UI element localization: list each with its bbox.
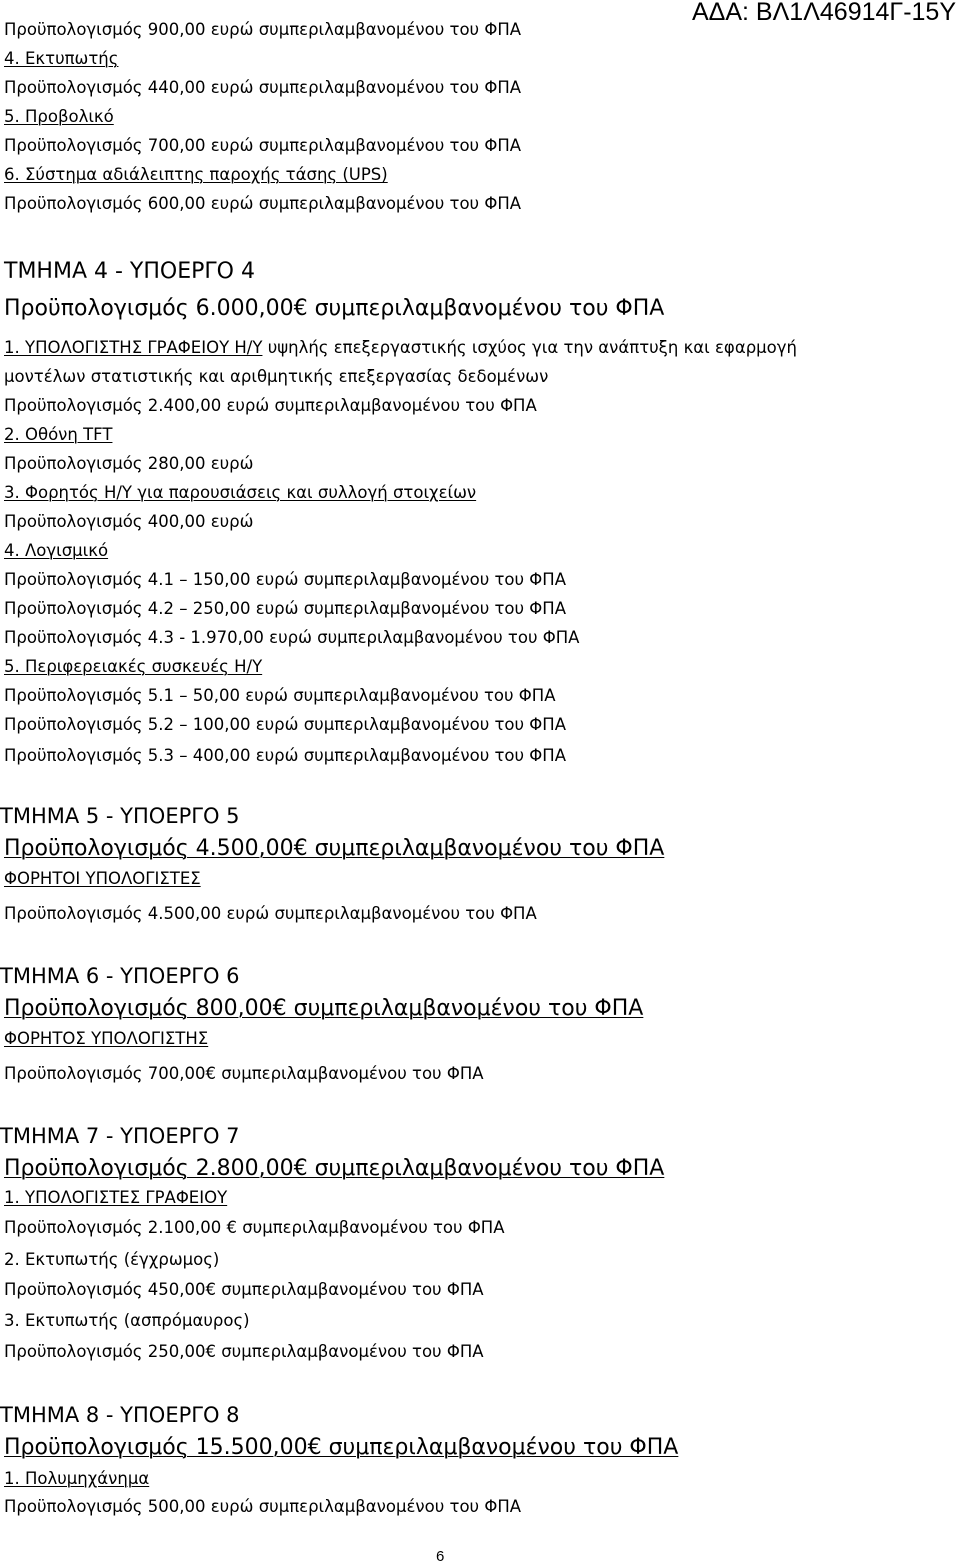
budget-line: Προϋπολογισμός 5.3 – 400,00 ευρώ συμπεριλαμβανομένου του ΦΠΑ xyxy=(4,746,566,765)
section-heading: ΤΜΗΜΑ 5 - ΥΠΟΕΡΓΟ 5 xyxy=(0,804,240,828)
item-title: 6. Σύστημα αδιάλειπτης παροχής τάσης (UPS) xyxy=(4,165,388,184)
item-title: 1. Πολυμηχάνημα xyxy=(4,1469,150,1488)
section-heading: ΤΜΗΜΑ 8 - ΥΠΟΕΡΓΟ 8 xyxy=(0,1403,240,1427)
item-title-rest: υψηλής επεξεργαστικής ισχύος για την ανάπτυξη και εφαρμογή xyxy=(262,338,797,357)
item-title: 2. Οθόνη TFT xyxy=(4,425,113,444)
item-title: 5. Προβολικό xyxy=(4,107,114,126)
budget-line: Προϋπολογισμός 2.400,00 ευρώ συμπεριλαμβανομένου του ΦΠΑ xyxy=(4,396,537,415)
budget-line: Προϋπολογισμός 600,00 ευρώ συμπεριλαμβανομένου του ΦΠΑ xyxy=(4,194,522,213)
item-title: 4. Λογισμικό xyxy=(4,541,109,560)
section-heading: ΤΜΗΜΑ 6 - ΥΠΟΕΡΓΟ 6 xyxy=(0,964,240,988)
budget-line: Προϋπολογισμός 4.1 – 150,00 ευρώ συμπεριλαμβανομένου του ΦΠΑ xyxy=(4,570,566,589)
item-title-cont: μοντέλων στατιστικής και αριθμητικής επεξεργασίας δεδομένων xyxy=(4,367,549,386)
budget-line: Προϋπολογισμός 4.500,00 ευρώ συμπεριλαμβανομένου του ΦΠΑ xyxy=(4,904,537,923)
item-title xyxy=(4,338,797,357)
budget-line: Προϋπολογισμός 2.100,00 € συμπεριλαμβανομένου του ΦΠΑ xyxy=(4,1218,505,1237)
budget-line: Προϋπολογισμός 5.2 – 100,00 ευρώ συμπεριλαμβανομένου του ΦΠΑ xyxy=(4,715,566,734)
item-title: 5. Περιφερειακές συσκευές Η/Υ xyxy=(4,657,263,676)
section-budget: Προϋπολογισμός 4.500,00€ συμπεριλαμβανομένου του ΦΠΑ xyxy=(4,836,665,861)
budget-line: Προϋπολογισμός 450,00€ συμπεριλαμβανομένου του ΦΠΑ xyxy=(4,1280,484,1299)
budget-line: Προϋπολογισμός 250,00€ συμπεριλαμβανομένου του ΦΠΑ xyxy=(4,1342,484,1361)
section-budget: Προϋπολογισμός 800,00€ συμπεριλαμβανομένου του ΦΠΑ xyxy=(4,996,644,1021)
item-title: ΦΟΡΗΤΟΙ ΥΠΟΛΟΓΙΣΤΕΣ xyxy=(4,869,201,888)
section-budget: Προϋπολογισμός 6.000,00€ συμπεριλαμβανομένου του ΦΠΑ xyxy=(4,296,665,321)
section-budget: Προϋπολογισμός 15.500,00€ συμπεριλαμβανομένου του ΦΠΑ xyxy=(4,1435,679,1460)
budget-line: Προϋπολογισμός 280,00 ευρώ xyxy=(4,454,254,473)
budget-line: Προϋπολογισμός 500,00 ευρώ συμπεριλαμβανομένου του ΦΠΑ xyxy=(4,1497,522,1516)
budget-line: Προϋπολογισμός 900,00 ευρώ συμπεριλαμβανομένου του ΦΠΑ xyxy=(4,20,522,39)
budget-line: Προϋπολογισμός 400,00 ευρώ xyxy=(4,512,254,531)
budget-line: Προϋπολογισμός 4.3 - 1.970,00 ευρώ συμπεριλαμβανομένου του ΦΠΑ xyxy=(4,628,580,647)
budget-line: Προϋπολογισμός 440,00 ευρώ συμπεριλαμβανομένου του ΦΠΑ xyxy=(4,78,522,97)
section-heading: ΤΜΗΜΑ 7 - ΥΠΟΕΡΓΟ 7 xyxy=(0,1124,240,1148)
item-title-underlined: 1. ΥΠΟΛΟΓΙΣΤΗΣ ΓΡΑΦΕΙΟΥ Η/Υ xyxy=(4,338,263,357)
budget-line: Προϋπολογισμός 700,00€ συμπεριλαμβανομένου του ΦΠΑ xyxy=(4,1064,484,1083)
item-title: ΦΟΡΗΤΟΣ ΥΠΟΛΟΓΙΣΤΗΣ xyxy=(4,1029,209,1048)
item-title: 2. Εκτυπωτής (έγχρωμος) xyxy=(4,1250,220,1269)
budget-line: Προϋπολογισμός 5.1 – 50,00 ευρώ συμπεριλαμβανομένου του ΦΠΑ xyxy=(4,686,556,705)
item-title: 4. Εκτυπωτής xyxy=(4,49,119,68)
item-title: 3. Φορητός Η/Υ για παρουσιάσεις και συλλογή στοιχείων xyxy=(4,483,477,502)
page-number: 6 xyxy=(436,1548,445,1565)
item-title: 1. ΥΠΟΛΟΓΙΣΤΕΣ ΓΡΑΦΕΙΟΥ xyxy=(4,1188,228,1207)
section-budget: Προϋπολογισμός 2.800,00€ συμπεριλαμβανομένου του ΦΠΑ xyxy=(4,1156,665,1181)
ada-code: ΑΔΑ: ΒΛ1Λ46914Γ-15Υ xyxy=(691,0,956,26)
budget-line: Προϋπολογισμός 700,00 ευρώ συμπεριλαμβανομένου του ΦΠΑ xyxy=(4,136,522,155)
budget-line: Προϋπολογισμός 4.2 – 250,00 ευρώ συμπεριλαμβανομένου του ΦΠΑ xyxy=(4,599,566,618)
item-title: 3. Εκτυπωτής (ασπρόμαυρος) xyxy=(4,1311,250,1330)
section-heading: ΤΜΗΜΑ 4 - ΥΠΟΕΡΓΟ 4 xyxy=(4,259,255,284)
